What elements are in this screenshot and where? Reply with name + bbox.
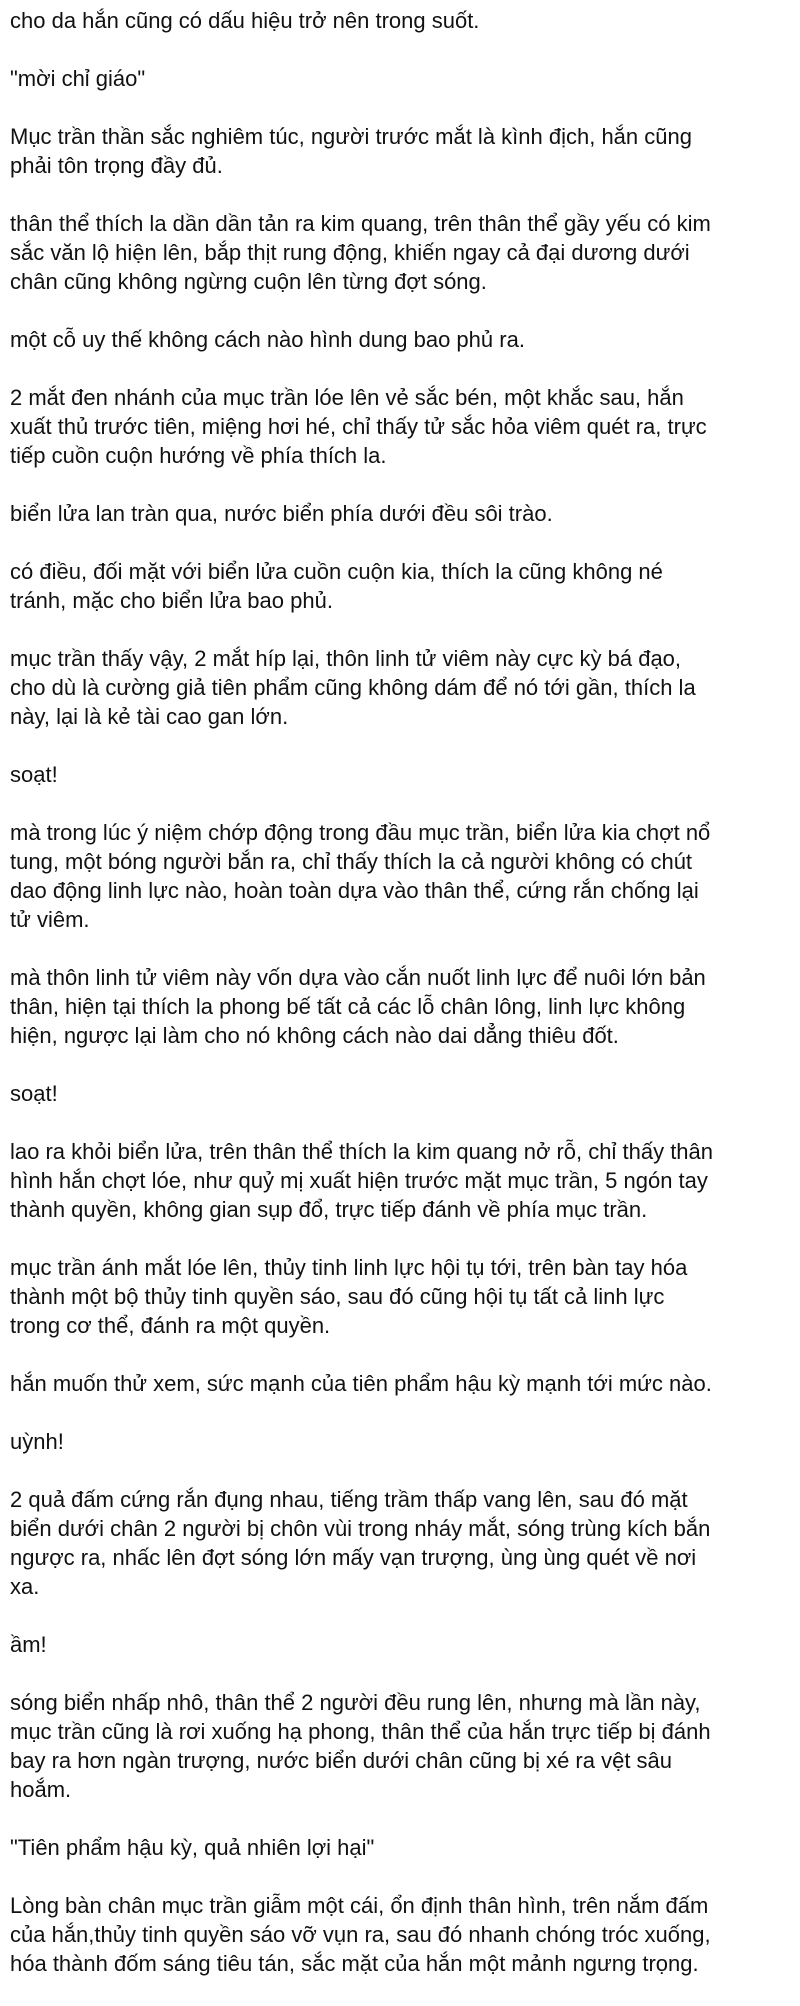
paragraph: soạt! [10, 762, 58, 787]
paragraph: "Tiên phẩm hậu kỳ, quả nhiên lợi hại" [10, 1835, 375, 1860]
paragraph: một cỗ uy thế không cách nào hình dung bao phủ ra. [10, 327, 525, 352]
paragraph: mà thôn linh tử viêm này vốn dựa vào cắn nuốt linh lực để nuôi lớn bản thân, hiện tại thích la phong bế tất cả các lỗ chân lông, linh lực không hiện, ngược lại làm cho nó không cách nào dai dẳng thiêu đốt. [10, 965, 706, 1048]
paragraph: mục trần thấy vậy, 2 mắt híp lại, thôn linh tử viêm này cực kỳ bá đạo, cho dù là cường giả tiên phẩm cũng không dám để nó tới gần, thích la này, lại là kẻ tài cao gan lớn. [10, 646, 696, 729]
paragraph: có điều, đối mặt với biển lửa cuồn cuộn kia, thích la cũng không né tránh, mặc cho biển lửa bao phủ. [10, 559, 663, 613]
paragraph: mà trong lúc ý niệm chớp động trong đầu mục trần, biển lửa kia chợt nổ tung, một bóng người bắn ra, chỉ thấy thích la cả người không có chút dao động linh lực nào, hoàn toàn dựa vào thân thể, cứng rắn chống lại tử viêm. [10, 820, 711, 932]
paragraph: biển lửa lan tràn qua, nước biển phía dưới đều sôi trào. [10, 501, 553, 526]
paragraph: "mời chỉ giáo" [10, 66, 146, 91]
paragraph: sóng biển nhấp nhô, thân thể 2 người đều rung lên, nhưng mà lần này, mục trần cũng là rơi xuống hạ phong, thân thể của hắn trực tiếp bị đánh bay ra hơn ngàn trượng, nước biển dưới chân cũng bị xé ra vệt sâu hoắm. [10, 1690, 711, 1802]
paragraph: uỳnh! [10, 1429, 64, 1454]
paragraph: soạt! [10, 1081, 58, 1106]
paragraph: Mục trần thần sắc nghiêm túc, người trước mắt là kình địch, hắn cũng phải tôn trọng đầy đủ. [10, 124, 692, 178]
paragraph: ầm! [10, 1632, 47, 1657]
paragraph: hắn muốn thử xem, sức mạnh của tiên phẩm hậu kỳ mạnh tới mức nào. [10, 1371, 712, 1396]
paragraph: 2 mắt đen nhánh của mục trần lóe lên vẻ sắc bén, một khắc sau, hắn xuất thủ trước tiên, miệng hơi hé, chỉ thấy tử sắc hỏa viêm quét ra, trực tiếp cuồn cuộn hướng về phía thích la. [10, 385, 707, 468]
paragraph: 2 quả đấm cứng rắn đụng nhau, tiếng trầm thấp vang lên, sau đó mặt biển dưới chân 2 người bị chôn vùi trong nháy mắt, sóng trùng kích bắn ngược ra, nhấc lên đợt sóng lớn mấy vạn trượng, ùng ùng quét về nơi xa. [10, 1487, 711, 1599]
paragraph: mục trần ánh mắt lóe lên, thủy tinh linh lực hội tụ tới, trên bàn tay hóa thành một bộ thủy tinh quyền sáo, sau đó cũng hội tụ tất cả linh lực trong cơ thể, đánh ra một quyền. [10, 1255, 688, 1338]
document-page [0, 6, 800, 2006]
paragraph: Lòng bàn chân mục trần giẫm một cái, ổn định thân hình, trên nắm đấm của hắn,thủy tinh quyền sáo vỡ vụn ra, sau đó nhanh chóng tróc xuống, hóa thành đốm sáng tiêu tán, sắc mặt của hắn một mảnh ngưng trọng. [10, 1893, 711, 1976]
paragraph: lao ra khỏi biển lửa, trên thân thể thích la kim quang nở rỗ, chỉ thấy thân hình hắn chợt lóe, như quỷ mị xuất hiện trước mặt mục trần, 5 ngón tay thành quyền, không gian sụp đổ, trực tiếp đánh về phía mục trần. [10, 1139, 714, 1222]
paragraph: cho da hắn cũng có dấu hiệu trở nên trong suốt. [10, 8, 480, 33]
paragraph: thân thể thích la dần dần tản ra kim quang, trên thân thể gầy yếu có kim sắc văn lộ hiện lên, bắp thịt rung động, khiến ngay cả đại dương dưới chân cũng không ngừng cuộn lên từng đợt sóng. [10, 211, 711, 294]
